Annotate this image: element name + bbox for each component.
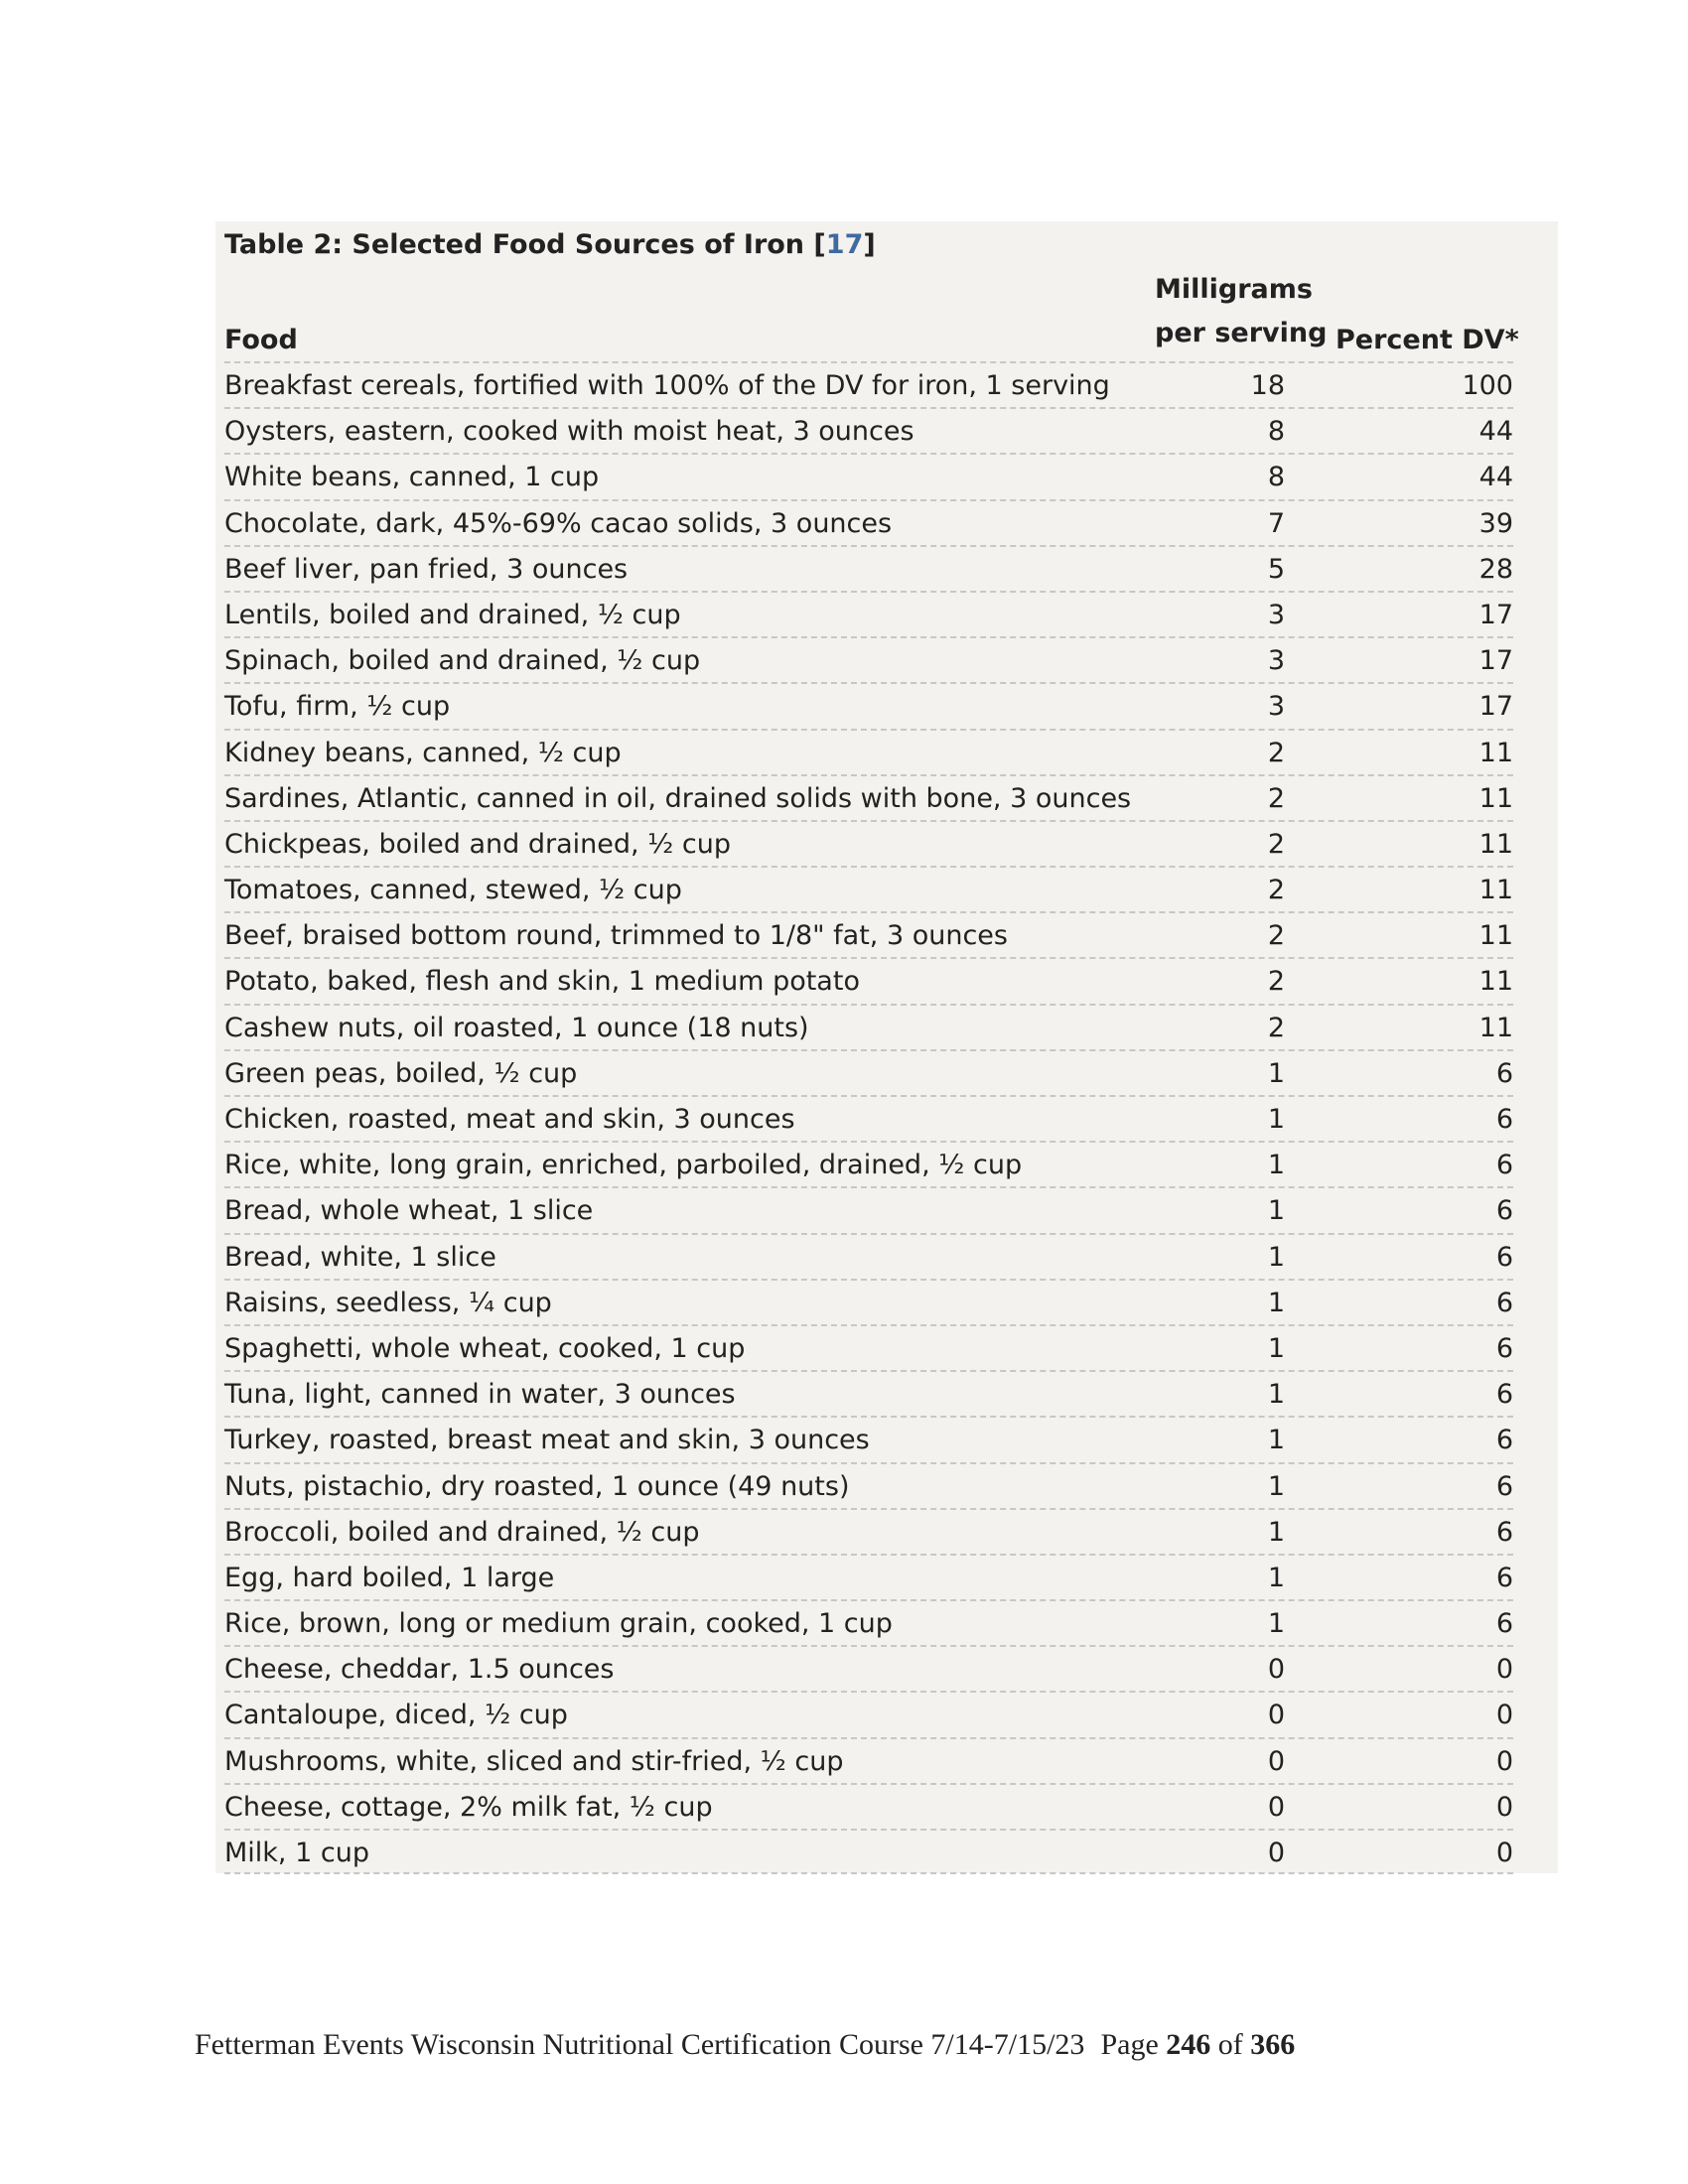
cell-milligrams: 2 [1267,828,1285,860]
cell-percent-dv: 6 [1495,1287,1513,1318]
cell-food: Cantaloupe, diced, ½ cup [224,1700,568,1731]
cell-milligrams: 1 [1267,1287,1285,1318]
cell-percent-dv: 11 [1478,782,1513,814]
footer-page-label: Page [1100,2028,1159,2061]
cell-percent-dv: 39 [1478,507,1513,539]
cell-percent-dv: 6 [1495,1516,1513,1548]
cell-percent-dv: 6 [1495,1608,1513,1640]
footer-course: Fetterman Events Wisconsin Nutritional Certification Course 7/14-7/15/23 [195,2028,1085,2061]
cell-percent-dv: 0 [1495,1654,1513,1686]
table-header [224,273,1519,361]
cell-food: Potato, baked, flesh and skin, 1 medium potato [224,966,860,998]
cell-milligrams: 1 [1267,1332,1285,1364]
cell-food: Oysters, eastern, cooked with moist heat, 3 ounces [224,416,914,448]
table-row [224,1691,1513,1736]
table-row [224,1004,1513,1049]
cell-milligrams: 18 [1250,370,1285,401]
table-row [224,1554,1513,1599]
table-row [224,1279,1513,1324]
table-body [224,361,1513,1874]
cell-percent-dv: 17 [1478,599,1513,630]
table-row [224,957,1513,1003]
cell-percent-dv: 11 [1478,737,1513,768]
cell-food: Tuna, light, canned in water, 3 ounces [224,1379,736,1411]
cell-milligrams: 0 [1267,1838,1285,1868]
header-percent-dv: Percent DV* [1336,325,1519,355]
cell-food: Beef liver, pan fried, 3 ounces [224,553,629,585]
cell-percent-dv: 6 [1495,1195,1513,1227]
cell-milligrams: 2 [1267,920,1285,952]
cell-food: Breakfast cereals, fortified with 100% of the DV for iron, 1 serving [224,370,1110,401]
cell-percent-dv: 6 [1495,1379,1513,1411]
cell-food: Cheese, cheddar, 1.5 ounces [224,1654,615,1686]
cell-food: Turkey, roasted, breast meat and skin, 3 ounces [224,1425,870,1456]
table-row [224,1737,1513,1783]
cell-food: Beef, braised bottom round, trimmed to 1/8" fat, 3 ounces [224,920,1008,952]
cell-percent-dv: 17 [1478,645,1513,677]
table-row [224,820,1513,866]
cell-food: Chickpeas, boiled and drained, ½ cup [224,828,732,860]
cell-milligrams: 1 [1267,1104,1285,1135]
table-row [224,1141,1513,1186]
cell-percent-dv: 6 [1495,1057,1513,1089]
table-row [224,1049,1513,1095]
table-row [224,682,1513,728]
table-row [224,1324,1513,1370]
cell-percent-dv: 0 [1495,1700,1513,1731]
cell-percent-dv: 44 [1478,416,1513,448]
header-food: Food [224,325,298,355]
cell-percent-dv: 6 [1495,1562,1513,1593]
table-row [224,866,1513,911]
cell-milligrams: 0 [1267,1654,1285,1686]
table-row [224,1645,1513,1691]
table-row [224,1829,1513,1874]
cell-food: Green peas, boiled, ½ cup [224,1057,578,1089]
cell-milligrams: 2 [1267,1012,1285,1043]
table-row [224,636,1513,682]
cell-milligrams: 2 [1267,737,1285,768]
cell-percent-dv: 44 [1478,462,1513,493]
cell-milligrams: 1 [1267,1425,1285,1456]
header-milligrams-line2: per serving [1155,318,1328,348]
cell-percent-dv: 100 [1462,370,1513,401]
cell-milligrams: 1 [1267,1241,1285,1273]
cell-food: Raisins, seedless, ¼ cup [224,1287,552,1318]
cell-milligrams: 3 [1267,599,1285,630]
table-row [224,407,1513,453]
cell-percent-dv: 28 [1478,553,1513,585]
cell-percent-dv: 11 [1478,966,1513,998]
table-row [224,1508,1513,1554]
table-row [224,1416,1513,1461]
cell-milligrams: 1 [1267,1470,1285,1502]
cell-milligrams: 1 [1267,1562,1285,1593]
footer-page-number: 246 [1166,2028,1211,2061]
page-footer [195,2028,1295,2062]
cell-milligrams: 1 [1267,1516,1285,1548]
cell-milligrams: 1 [1267,1195,1285,1227]
cell-milligrams: 3 [1267,645,1285,677]
cell-food: Chocolate, dark, 45%-69% cacao solids, 3 ounces [224,507,893,539]
cell-percent-dv: 11 [1478,920,1513,952]
cell-milligrams: 2 [1267,782,1285,814]
header-milligrams-line1: Milligrams [1155,274,1313,305]
table-row [224,911,1513,957]
cell-percent-dv: 17 [1478,691,1513,723]
cell-milligrams: 2 [1267,966,1285,998]
table-row [224,1095,1513,1141]
cell-milligrams: 1 [1267,1057,1285,1089]
cell-food: Rice, white, long grain, enriched, parboiled, drained, ½ cup [224,1150,1023,1181]
table-row [224,453,1513,498]
cell-milligrams: 8 [1267,416,1285,448]
reference-link[interactable]: 17 [825,229,864,260]
caption-suffix: ] [863,229,876,260]
cell-percent-dv: 6 [1495,1332,1513,1364]
cell-percent-dv: 6 [1495,1425,1513,1456]
iron-sources-table [215,221,1558,1873]
cell-food: Broccoli, boiled and drained, ½ cup [224,1516,700,1548]
cell-milligrams: 8 [1267,462,1285,493]
table-row [224,1783,1513,1829]
cell-milligrams: 1 [1267,1608,1285,1640]
caption-prefix: Table 2: Selected Food Sources of Iron [ [224,229,826,260]
cell-percent-dv: 0 [1495,1745,1513,1777]
cell-percent-dv: 11 [1478,828,1513,860]
cell-percent-dv: 0 [1495,1838,1513,1868]
table-row [224,729,1513,774]
cell-percent-dv: 6 [1495,1104,1513,1135]
cell-milligrams: 5 [1267,553,1285,585]
cell-percent-dv: 6 [1495,1470,1513,1502]
header-milligrams [1155,268,1327,355]
cell-food: Egg, hard boiled, 1 large [224,1562,555,1593]
cell-food: Rice, brown, long or medium grain, cooked, 1 cup [224,1608,893,1640]
cell-percent-dv: 0 [1495,1791,1513,1823]
footer-page-total: 366 [1250,2028,1296,2061]
cell-food: Cashew nuts, oil roasted, 1 ounce (18 nuts) [224,1012,809,1043]
table-row [224,1233,1513,1279]
table-caption [224,229,876,260]
table-row [224,1599,1513,1645]
cell-percent-dv: 11 [1478,1012,1513,1043]
cell-food: White beans, canned, 1 cup [224,462,600,493]
cell-food: Spaghetti, whole wheat, cooked, 1 cup [224,1332,746,1364]
table-row [224,1462,1513,1508]
cell-food: Bread, white, 1 slice [224,1241,496,1273]
cell-milligrams: 0 [1267,1791,1285,1823]
cell-milligrams: 1 [1267,1379,1285,1411]
cell-percent-dv: 6 [1495,1241,1513,1273]
cell-milligrams: 7 [1267,507,1285,539]
cell-food: Bread, whole wheat, 1 slice [224,1195,594,1227]
cell-milligrams: 2 [1267,875,1285,906]
cell-milligrams: 0 [1267,1745,1285,1777]
cell-food: Tomatoes, canned, stewed, ½ cup [224,875,682,906]
table-row [224,1186,1513,1232]
table-row [224,361,1513,407]
cell-percent-dv: 6 [1495,1150,1513,1181]
cell-food: Spinach, boiled and drained, ½ cup [224,645,701,677]
cell-food: Tofu, firm, ½ cup [224,691,451,723]
cell-food: Mushrooms, white, sliced and stir-fried, ½ cup [224,1745,844,1777]
cell-food: Nuts, pistachio, dry roasted, 1 ounce (49 nuts) [224,1470,850,1502]
cell-milligrams: 1 [1267,1150,1285,1181]
cell-milligrams: 3 [1267,691,1285,723]
cell-food: Cheese, cottage, 2% milk fat, ½ cup [224,1791,713,1823]
cell-food: Kidney beans, canned, ½ cup [224,737,622,768]
table-row [224,1370,1513,1416]
table-row [224,545,1513,591]
table-row [224,499,1513,545]
cell-milligrams: 0 [1267,1700,1285,1731]
table-row [224,774,1513,820]
cell-food: Sardines, Atlantic, canned in oil, drained solids with bone, 3 ounces [224,782,1132,814]
cell-food: Lentils, boiled and drained, ½ cup [224,599,681,630]
cell-food: Milk, 1 cup [224,1838,369,1868]
cell-food: Chicken, roasted, meat and skin, 3 ounces [224,1104,795,1135]
footer-of: of [1217,2028,1243,2061]
cell-percent-dv: 11 [1478,875,1513,906]
table-row [224,591,1513,636]
